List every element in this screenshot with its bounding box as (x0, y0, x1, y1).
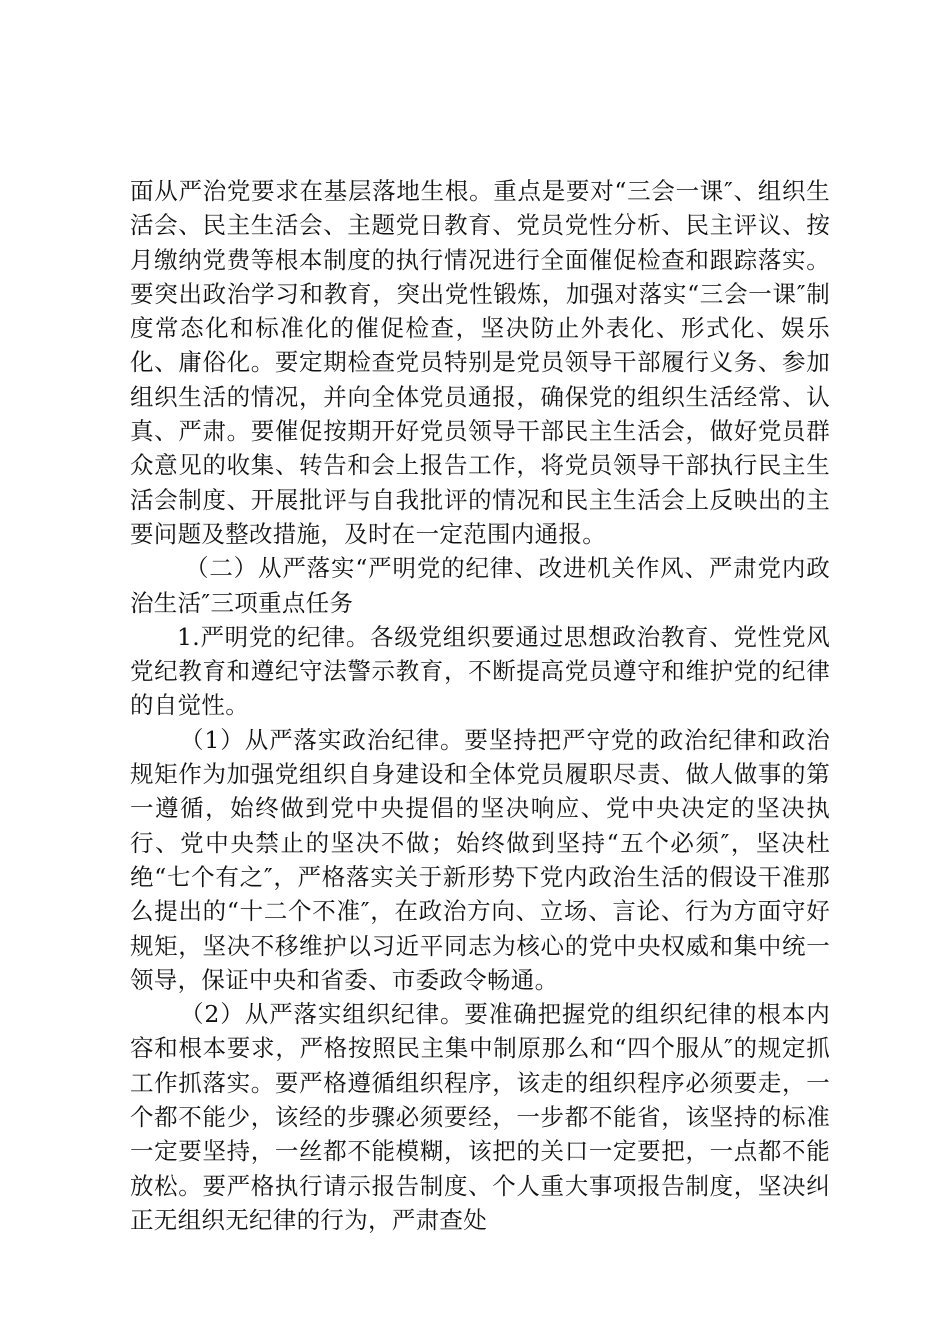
paragraph-organizational-discipline: （2）从严落实组织纪律。要准确把握党的组织纪律的根本内容和根本要求，严格按照民主集中制原那么和“四个服从″的规定抓工作抓落实。要严格遵循组织程序，该走的组织程序必须要走，一个都不能少，该经的步骤必须要经，一步都不能省，该坚持的标准一定要坚持，一丝都不能模糊，该把的关口一定要把，一点都不能放松。要严格执行请示报告制度、个人重大事项报告制度，坚决纠正无组织无纪律的行为，严肃查处 (130, 1000, 830, 1234)
document-body (130, 174, 830, 1237)
paragraph-basic-system-supervision: 面从严治党要求在基层落地生根。重点是要对“三会一课″、组织生活会、民主生活会、主题党日教育、党员党性分析、民主评议、按月缴纳党费等根本制度的执行情况进行全面催促检查和跟踪落实。要突出政治学习和教育，突出党性锻炼，加强对落实“三会一课″制度常态化和标准化的催促检查，坚决防止外表化、形式化、娱乐化、庸俗化。要定期检查党员特别是党员领导干部履行义务、参加组织生活的情况，并向全体党员通报，确保党的组织生活经常、认真、严肃。要催促按期开好党员领导干部民主生活会，做好党员群众意见的收集、转告和会上报告工作，将党员领导干部执行民主生活会制度、开展批评与自我批评的情况和民主生活会上反映出的主要问题及整改措施，及时在一定范围内通报。 (130, 177, 830, 548)
paragraph-political-discipline: （1）从严落实政治纪律。要坚持把严守党的政治纪律和政治规矩作为加强党组织自身建设和全体党员履职尽责、做人做事的第一遵循，始终做到党中央提倡的坚决响应、党中央决定的坚决执行、党中央禁止的坚决不做；始终做到坚持“五个必须″，坚决杜绝“七个有之″，严格落实关于新形势下党内政治生活的假设干准那么提出的“十二个不准″，在政治方向、立场、言论、行为方面守好规矩，坚决不移维护以习近平同志为核心的党中央权威和集中统一领导，保证中央和省委、市委政令畅通。 (130, 725, 830, 994)
paragraph-strict-party-discipline: 1.严明党的纪律。各级党组织要通过思想政治教育、党性党风党纪教育和遵纪守法警示教育，不断提高党员遵守和维护党的纪律的自觉性。 (130, 622, 830, 720)
section-heading-three-key-tasks: （二）从严落实“严明党的纪律、改进机关作风、严肃党内政治生活″三项重点任务 (130, 554, 830, 617)
